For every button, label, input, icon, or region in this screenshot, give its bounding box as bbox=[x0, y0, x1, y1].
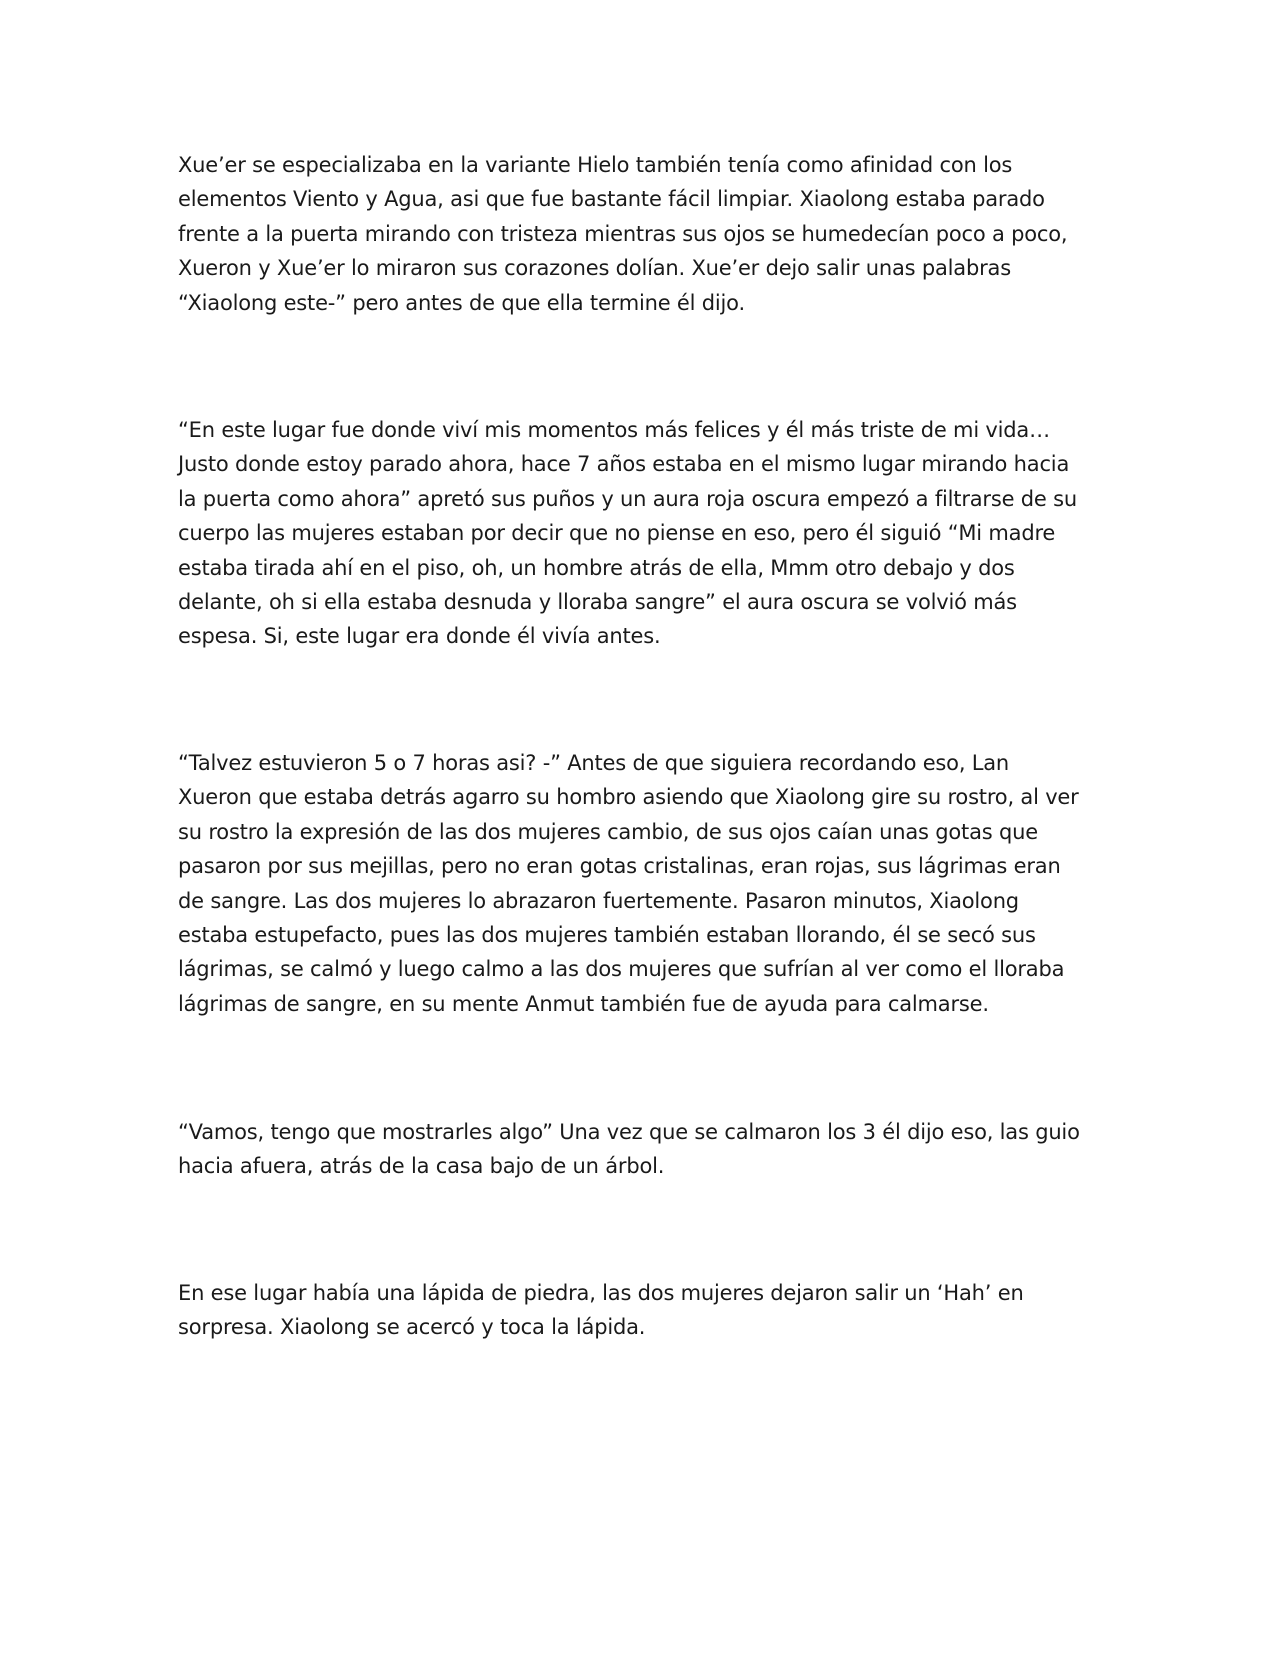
text-line: cuerpo las mujeres estaban por decir que no piense en eso, pero él siguió “Mi madre bbox=[178, 521, 1056, 546]
text-line: estaba estupefacto, pues las dos mujeres también estaban llorando, él se secó sus bbox=[178, 923, 1036, 948]
paragraph-1 bbox=[178, 148, 1118, 320]
text-line: estaba tirada ahí en el piso, oh, un hombre atrás de ella, Mmm otro debajo y dos bbox=[178, 555, 1015, 580]
paragraph-3 bbox=[178, 746, 1118, 1021]
text-line: Justo donde estoy parado ahora, hace 7 años estaba en el mismo lugar mirando hacia bbox=[178, 452, 1070, 477]
text-line: de sangre. Las dos mujeres lo abrazaron fuertemente. Pasaron minutos, Xiaolong bbox=[178, 888, 1019, 913]
paragraph-5 bbox=[178, 1276, 1118, 1345]
text-line: frente a la puerta mirando con tristeza mientras sus ojos se humedecían poco a poco, bbox=[178, 221, 1068, 246]
text-line: la puerta como ahora” apretó sus puños y un aura roja oscura empezó a filtrarse de su bbox=[178, 486, 1077, 511]
paragraph-2 bbox=[178, 413, 1118, 654]
text-line: lágrimas de sangre, en su mente Anmut también fue de ayuda para calmarse. bbox=[178, 991, 989, 1016]
text-line: sorpresa. Xiaolong se acercó y toca la lápida. bbox=[178, 1315, 646, 1340]
text-line: Xueron que estaba detrás agarro su hombro asiendo que Xiaolong gire su rostro, al ver bbox=[178, 785, 1079, 810]
text-line: delante, oh si ella estaba desnuda y lloraba sangre” el aura oscura se volvió más bbox=[178, 590, 1017, 615]
text-line: Xueron y Xue’er lo miraron sus corazones dolían. Xue’er dejo salir unas palabras bbox=[178, 256, 1011, 281]
text-line: elementos Viento y Agua, asi que fue bastante fácil limpiar. Xiaolong estaba parado bbox=[178, 187, 1045, 212]
text-line: Xue’er se especializaba en la variante Hielo también tenía como afinidad con los bbox=[178, 153, 1013, 177]
paragraph-4 bbox=[178, 1115, 1118, 1184]
text-line: En ese lugar había una lápida de piedra, las dos mujeres dejaron salir un ‘Hah’ en bbox=[178, 1281, 1024, 1305]
text-line: su rostro la expresión de las dos mujeres cambio, de sus ojos caían unas gotas que bbox=[178, 819, 1038, 844]
text-line: “Xiaolong este-” pero antes de que ella termine él dijo. bbox=[178, 290, 745, 315]
text-line: lágrimas, se calmó y luego calmo a las dos mujeres que sufrían al ver como el lloraba bbox=[178, 957, 1065, 982]
text-line: pasaron por sus mejillas, pero no eran gotas cristalinas, eran rojas, sus lágrimas eran bbox=[178, 854, 1061, 879]
text-line: hacia afuera, atrás de la casa bajo de un árbol. bbox=[178, 1154, 665, 1179]
text-line: “En este lugar fue donde viví mis momentos más felices y él más triste de mi vida… bbox=[178, 418, 1050, 442]
text-line: “Talvez estuvieron 5 o 7 horas asi? -” Antes de que siguiera recordando eso, Lan bbox=[178, 751, 1010, 775]
text-line: “Vamos, tengo que mostrarles algo” Una vez que se calmaron los 3 él dijo eso, las guio bbox=[178, 1120, 1080, 1144]
text-line: espesa. Si, este lugar era donde él vivía antes. bbox=[178, 624, 661, 649]
